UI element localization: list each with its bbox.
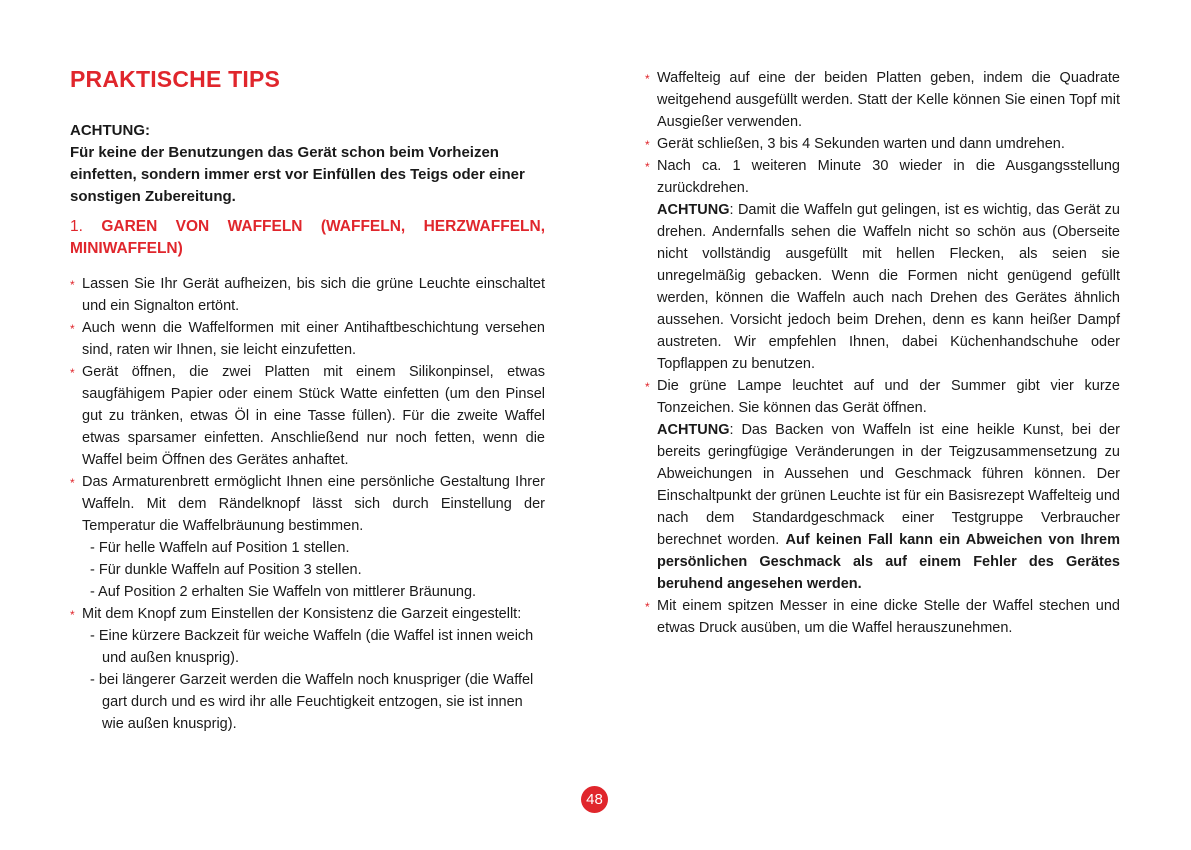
warning-note xyxy=(645,199,1120,375)
asterisk-icon: * xyxy=(70,366,75,380)
note-bold-text: Auf keinen Fall kann ein Abweichen von Ihrem persönlichen Geschmack als auf einem Fehler des Gerätes beruhend angesehen werden. xyxy=(657,532,1120,592)
asterisk-icon: * xyxy=(645,72,650,86)
bullet-text: Mit einem spitzen Messer in eine dicke Stelle der Waffel stechen und etwas Druck ausüben, um die Waffel herauszunehmen. xyxy=(657,598,1120,636)
browning-option: - Auf Position 2 erhalten Sie Waffeln von mittlerer Bräunung. xyxy=(90,584,477,600)
list-item xyxy=(70,273,545,317)
list-item xyxy=(70,317,545,361)
section-title: GAREN VON WAFFELN (WAFFELN, HERZWAFFELN, MINIWAFFELN) xyxy=(70,218,545,257)
page-number: 48 xyxy=(581,786,608,813)
bullet-text: Auch wenn die Waffelformen mit einer Antihaftbeschichtung versehen sind, raten wir Ihnen, sie leicht einzufetten. xyxy=(82,320,545,358)
section-heading xyxy=(70,216,545,260)
note-label: ACHTUNG xyxy=(657,422,730,438)
list-item xyxy=(645,375,1120,419)
bullet-text: Mit dem Knopf zum Einstellen der Konsistenz die Garzeit eingestellt: xyxy=(82,606,522,622)
list-item xyxy=(70,603,545,625)
note-text: : Das Backen von Waffeln ist eine heikle Kunst, bei der bereits geringfügige Veränderungen in der Teigzusammensetzung zu Abweichungen in Aussehen und Geschmack führen können. Der Einschaltpunkt der grünen Leuchte ist für ein Basisrezept Waffelteig und nach dem Standardgeschmack einer Testgruppe Verbraucher berechnet worden. xyxy=(657,422,1120,548)
asterisk-icon: * xyxy=(645,600,650,614)
warning-text: Für keine der Benutzungen das Gerät schon beim Vorheizen einfetten, sondern immer erst vor Einfüllen des Teigs oder einer sonstigen Zubereitung. xyxy=(70,144,525,205)
list-item xyxy=(645,155,1120,199)
browning-option: - Für helle Waffeln auf Position 1 stellen. xyxy=(90,540,350,556)
asterisk-icon: * xyxy=(645,160,650,174)
list-item xyxy=(645,133,1120,155)
right-bullet-list xyxy=(645,67,1120,639)
bullet-text: Gerät schließen, 3 bis 4 Sekunden warten und dann umdrehen. xyxy=(657,136,1065,152)
consistency-option: - Eine kürzere Backzeit für weiche Waffeln (die Waffel ist innen weich und außen knusprig). xyxy=(90,628,534,666)
bullet-text: Nach ca. 1 weiteren Minute 30 wieder in die Ausgangsstellung zurückdrehen. xyxy=(657,158,1120,196)
bullet-text: Lassen Sie Ihr Gerät aufheizen, bis sich die grüne Leuchte einschaltet und ein Signalton ertönt. xyxy=(82,276,545,314)
bullet-text: Die grüne Lampe leuchtet auf und der Summer gibt vier kurze Tonzeichen. Sie können das Gerät öffnen. xyxy=(657,378,1120,416)
page-title: PRAKTISCHE TIPS xyxy=(70,66,281,92)
asterisk-icon: * xyxy=(645,380,650,394)
left-bullet-list xyxy=(70,273,545,735)
browning-option: - Für dunkle Waffeln auf Position 3 stellen. xyxy=(90,562,362,578)
list-item xyxy=(645,67,1120,133)
note-label: ACHTUNG xyxy=(657,202,730,218)
warning-label: ACHTUNG: xyxy=(70,122,150,139)
bullet-text: Gerät öffnen, die zwei Platten mit einem Silikonpinsel, etwas saugfähigem Papier oder einem Stück Watte einfetten (um den Pinsel gut zu tränken, etwas Öl in eine Tasse füllen). Für die zweite Waffel etwas sparsamer einfetten. Anschließend nur noch fetten, wenn die Waffel beim Öffnen des Gerätes anhaftet. xyxy=(82,364,545,468)
asterisk-icon: * xyxy=(70,322,75,336)
list-item xyxy=(70,361,545,471)
asterisk-icon: * xyxy=(645,138,650,152)
bullet-text: Waffelteig auf eine der beiden Platten geben, indem die Quadrate weitgehend ausgefüllt werden. Statt der Kelle können Sie einen Topf mit Ausgießer verwenden. xyxy=(657,70,1120,130)
asterisk-icon: * xyxy=(70,476,75,490)
consistency-option: - bei längerer Garzeit werden die Waffeln noch knuspriger (die Waffel gart durch und es wird ihr alle Feuchtigkeit entzogen, sie ist innen wie außen knusprig). xyxy=(90,672,534,732)
warning-note xyxy=(645,419,1120,595)
list-item xyxy=(645,595,1120,639)
asterisk-icon: * xyxy=(70,278,75,292)
list-item xyxy=(70,471,545,537)
warning-block xyxy=(70,120,530,208)
section-number: 1. xyxy=(70,218,83,235)
note-text: : Damit die Waffeln gut gelingen, ist es wichtig, das Gerät zu drehen. Andernfalls sehen die Waffeln nicht so schön aus (Oberseite nicht vollständig ausgefüllt mit hellen Flecken, als seien sie unregelmäßig gebacken. Wenn die Formen nicht genügend gefüllt werden, können die Waffeln auch nach Drehen des Gerätes ähnlich aussehen. Vorsicht jedoch beim Drehen, denn es kann heißer Dampf austreten. Wir empfehlen Ihnen, dabei Küchenhandschuhe oder Topflappen zu benutzen. xyxy=(657,202,1120,372)
asterisk-icon: * xyxy=(70,608,75,622)
bullet-text: Das Armaturenbrett ermöglicht Ihnen eine persönliche Gestaltung Ihrer Waffeln. Mit dem Rändelknopf lässt sich durch Einstellung der Temperatur die Waffelbräunung bestimmen. xyxy=(82,474,545,534)
